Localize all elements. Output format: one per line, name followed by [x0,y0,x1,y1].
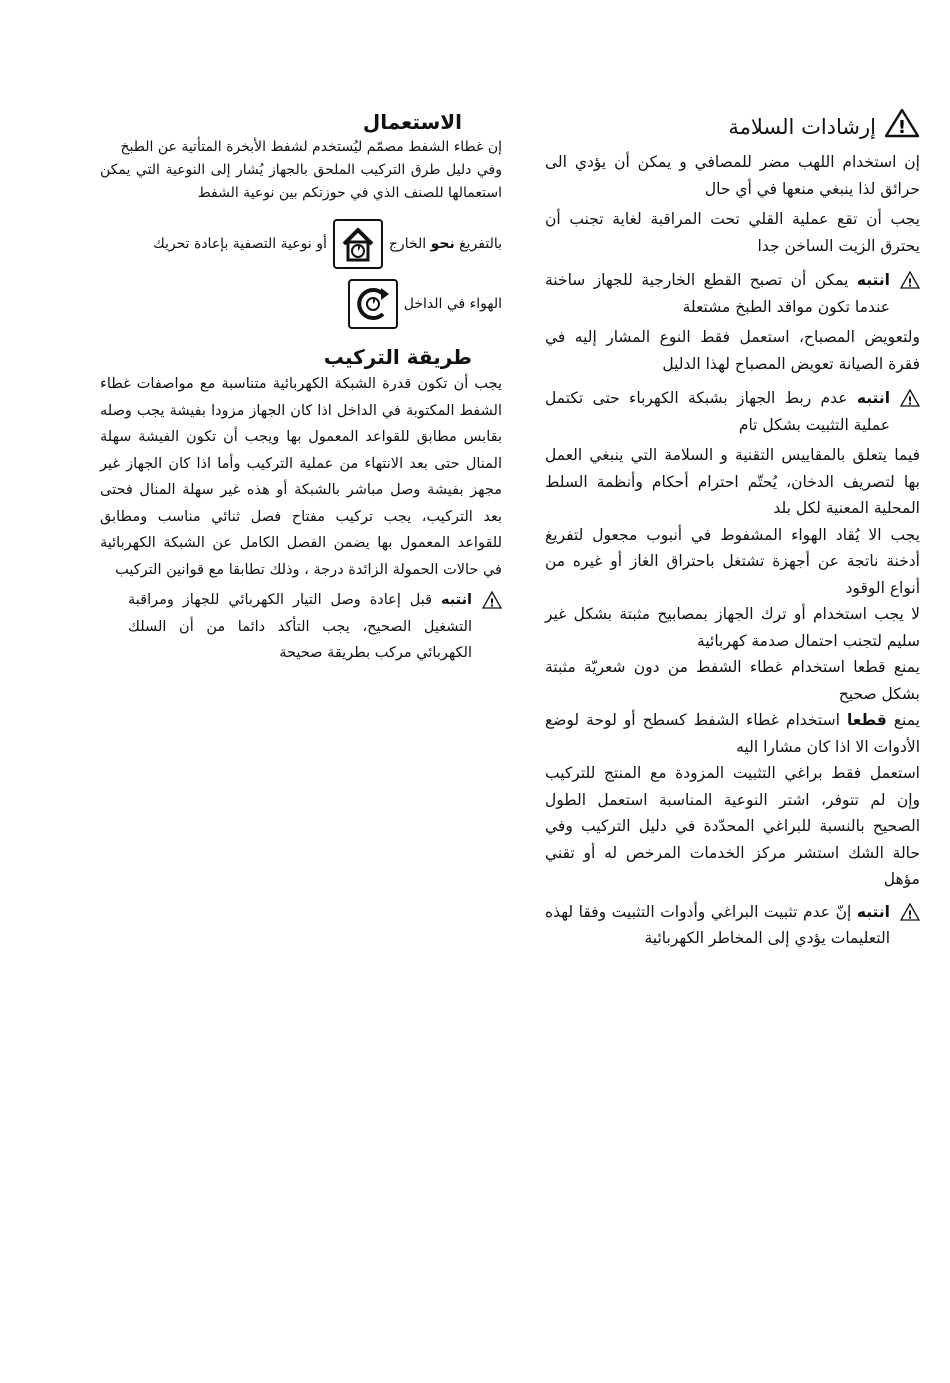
safety-warning-2 [545,385,920,438]
warning-icon [900,271,920,293]
safety-warning-1 [545,267,920,320]
recirculation-fan-icon [348,279,398,329]
safety-warning-3 [545,899,920,952]
safety-para-3: ولتعويض المصباح، استعمل فقط النوع المشار إليه في فقرة الصيانة تعويض المصباح لهذا الدليل [545,328,920,373]
safety-para-7: يمنع قطعا استخدام غطاء الشفط من دون شعريّة مثبتة بشكل صحيح [545,658,920,703]
usage-para-2: وفي دليل طرق التركيب الملحق بالجهاز يُشار إلى النوعية التي يمكن استعمالها للصنف الذي في حوزتكم بين نوعية الشفط [100,162,502,201]
warning-label: انتبه [440,592,472,608]
warning-icon [900,903,920,925]
safety-para-5: يجب الا يُقاد الهواء المشفوط في أنبوب مجعول لتفريغ أدخنة ناتجة عن أجهزة تشتغل باحتراق الغاز أو غيره من أنواع الوقود [545,525,920,597]
warning-text: يمكن أن تصبح القطع الخارجية للجهاز ساخنة عندما تكون مواقد الطبخ مشتعلة [545,271,890,316]
house-fan-icon [333,219,383,269]
install-warning [100,587,502,667]
install-para-1: يجب أن تكون قدرة الشبكة الكهربائية متناسبة مع مواصفات غطاء الشفط المكتوبة في الداخل اذا كان الجهاز مزودا بفيشة يجب وصله بقابس مطابق للقواعد المعمول بها ويجب أن تكون الفيشة سهلة المنال حتى بعد الانتهاء من عملية التركيب وأما اذا كان الجهاز غير مجهز بفيشة وصل مباشر بالشبكة أو هذه غير سهلة المنال فحتى بعد التركيب، يجب تركيب مفتاح فصل ثنائي مناسب ومطابق للقواعد المعمول بها يضمن الفصل الكامل عن الشبكة الكهربائية في حالات الحمولة الزائدة درجة ، وذلك تطابقا مع قوانين التركيب [100,376,502,578]
warning-text: إنّ عدم تثبيت البراغي وأدوات التثبيت وفقا لهذه التعليمات يؤدي إلى المخاطر الكهربائية [545,902,890,947]
warning-label: انتبه [856,389,891,407]
warning-label: انتبه [856,271,890,289]
usage-title: الاستعمال [362,110,462,134]
warning-icon [482,591,502,613]
svg-text:!: ! [489,596,495,609]
svg-text:!: ! [897,117,907,138]
safety-para-6: لا يجب استخدام أو ترك الجهاز بمصابيح مثبتة بشكل غير سليم لتجنب احتمال صدمة كهربائية [545,605,920,650]
usage-install-section [100,108,502,667]
warning-text: قبل إعادة وصل التيار الكهربائي للجهاز ومراقبة التشغيل الصحيح، يجب التأكد دائما من أن السلك الكهربائي مركب بطريقة صحيحة [128,592,472,661]
warning-icon [884,108,920,145]
safety-para-2: يجب أن تقع عملية القلي تحت المراقبة لغاية تجنب أن يحترق الزيت الساخن جدا [545,210,920,255]
safety-para-8: يمنع قطعا استخدام غطاء الشفط كسطح أو لوحة لوضع الأدوات الا اذا كان مشارا اليه [545,711,920,756]
svg-text:!: ! [907,908,913,921]
safety-para-4: فيما يتعلق بالمقاييس التقنية و السلامة التي ينبغي العمل بها لتصريف الدخان، يُحتّم احترام أحكام وأنظمة السلط المحلية المعنية لكل بلد [545,446,920,517]
install-title: طريقة التركيب [323,345,472,369]
svg-text:!: ! [907,394,913,407]
exhaust-mode-row [100,219,502,269]
safety-title: إرشادات السلامة [728,114,876,139]
safety-para-1: إن استخدام اللهب مضر للمصافي و يمكن أن يؤدي الى حرائق لذا ينبغي منعها في أي حال [545,153,920,198]
warning-label: انتبه [856,902,890,921]
warning-icon [900,389,920,411]
exhaust-label: بالتفريغ نحو الخارج [388,235,502,252]
safety-para-9: استعمل فقط براغي التثبيت المزودة مع المنتج للتركيب وإن لم تتوفر، اشتر النوعية المناسبة استعمل الطول الصحيح بالنسبة للبراغي المحدّدة في دليل التركيب وفي حالة الشك استشر مركز الخدمات المرخص له أو تقني مؤهل [545,764,920,888]
safety-heading [545,108,920,145]
recirculation-label: الهواء في الداخل [403,295,502,312]
warning-text: عدم ربط الجهاز بشبكة الكهرباء حتى تكتمل عملية التثبيت بشكل تام [545,389,890,434]
svg-text:!: ! [907,276,913,289]
safety-section [545,108,920,952]
emphasis-text: قطعا [846,711,887,729]
usage-para-1: إن غطاء الشفط مصمّم ليُستخدم لشفط الأبخرة المتأتية عن الطبخ [120,139,502,155]
recirculation-mode-row [100,279,502,329]
exhaust-alt-text: أو نوعية التصفية بإعادة تحريك [153,235,327,252]
